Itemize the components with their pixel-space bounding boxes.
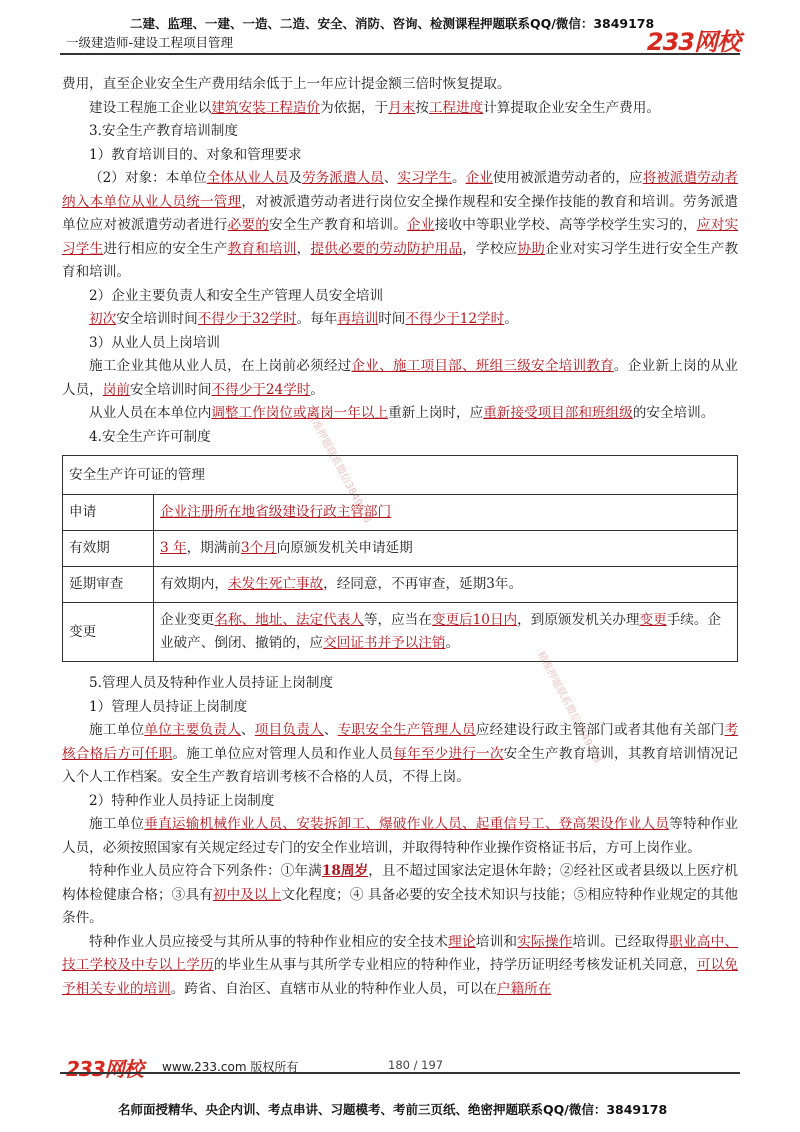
subsection-heading: 1）教育培训目的、对象和管理要求 <box>89 146 302 163</box>
subsection-heading: 3）从业人员上岗培训 <box>89 334 220 351</box>
header-promo: 二建、监理、一建、一造、二造、安全、消防、咨询、检测课程押题联系QQ/微信：3849178 <box>130 16 655 31</box>
watermark: 精准押题联系微信3849178 <box>534 649 603 766</box>
subsection-heading: 2）特种作业人员持证上岗制度 <box>89 792 275 809</box>
header-subtitle: 一级建造师-建设工程项目管理 <box>66 35 234 50</box>
table-value: 有效期内，未发生死亡事故，经同意，不再审查，延期3年。 <box>154 567 738 603</box>
document-body <box>62 73 738 1001</box>
paragraph: 特种作业人员应接受与其所从事的特种作业相应的安全技术理论培训和实际操作培训。已经取得职业高中、技工学校及中专以上学历的毕业生从事与其所学专业相应的特种作业，持学历证明经考核发证机关同意，可以免予相关专业的培训。跨省、自治区、直辖市从业的特种作业人员，可以在户籍所在 <box>62 933 739 997</box>
section-heading: 5.管理人员及特种作业人员持证上岗制度 <box>89 675 334 691</box>
paragraph: 施工企业其他从业人员，在上岗前必须经过企业、施工项目部、班组三级安全培训教育。企业新上岗的从业人员，岗前安全培训时间不得少于24学时。 <box>62 358 739 398</box>
section-heading: 4.安全生产许可制度 <box>89 428 211 445</box>
paragraph: 特种作业人员应符合下列条件：①年满18周岁，且不超过国家法定退休年龄；②经社区或者县级以上医疗机构体检健康合格；③具有初中及以上文化程度；④ 具备必要的安全技术知识与技能；⑤相应特种作业规定的其他条件。 <box>62 863 739 926</box>
table-key: 延期审查 <box>63 567 154 603</box>
footer-promo: 名师面授精华、央企内训、考点串讲、习题模考、考前三页纸、绝密押题联系QQ/微信：3849178 <box>118 1102 668 1117</box>
paragraph: 施工单位单位主要负责人、项目负责人、专职安全生产管理人员应经建设行政主管部门或者其他有关部门考核合格后方可任职。施工单位应对管理人员和作业人员每年至少进行一次安全生产教育培训，其教育培训情况记入个人工作档案。安全生产教育培训考核不合格的人员，不得上岗。 <box>62 722 739 785</box>
table-row <box>63 567 738 603</box>
table-row <box>63 603 738 662</box>
paragraph: 费用，直至企业安全生产费用结余低于上一年应计提金额三倍时恢复提取。 <box>62 76 511 92</box>
table-key: 变更 <box>63 603 154 662</box>
section-heading: 3.安全生产教育培训制度 <box>89 123 238 139</box>
footer-divider <box>60 1072 740 1074</box>
table-row <box>63 531 738 567</box>
paragraph: 从业人员在本单位内调整工作岗位或离岗一年以上重新上岗时，应重新接受项目部和班组级的安全培训。 <box>89 405 715 421</box>
page-number: 180 / 197 <box>388 1058 444 1072</box>
paragraph: 初次安全培训时间不得少于32学时。每年再培训时间不得少于12学时。 <box>89 311 518 327</box>
brand-logo: 233网校 <box>646 28 740 56</box>
table-key: 有效期 <box>63 531 154 567</box>
table-value: 3 年，期满前3个月向原颁发机关申请延期 <box>154 531 738 567</box>
footer-logo: 233网校 <box>66 1057 143 1081</box>
paragraph: 施工单位垂直运输机械作业人员、安装拆卸工、爆破作业人员、起重信号工、登高架设作业人员等特种作业人员，必须按照国家有关规定经过专门的安全作业培训，并取得特种作业操作资格证书后，方可上岗作业。 <box>62 816 739 856</box>
license-table <box>62 455 738 662</box>
subsection-heading: 1）管理人员持证上岗制度 <box>89 698 248 715</box>
table-row <box>63 495 738 531</box>
header-divider <box>60 53 740 55</box>
subsection-heading: 2）企业主要负责人和安全生产管理人员安全培训 <box>89 287 384 304</box>
table-value: 企业注册所在地省级建设行政主管部门 <box>154 495 738 531</box>
table-row <box>63 456 738 495</box>
table-value: 企业变更名称、地址、法定代表人等，应当在变更后10日内，到原颁发机关办理变更手续。企业破产、倒闭、撤销的，应交回证书并予以注销。 <box>154 603 738 662</box>
table-key: 申请 <box>63 495 154 531</box>
paragraph: （2）对象：本单位全体从业人员及劳务派遣人员、实习学生。企业使用被派遣劳动者的，应将被派遣劳动者纳入本单位从业人员统一管理，对被派遣劳动者进行岗位安全操作规程和安全操作技能的教育和培训。劳务派遣单位应对被派遣劳动者进行必要的安全生产教育和培训。企业接收中等职业学校、高等学校学生实习的，应对实习学生进行相应的安全生产教育和培训，提供必要的劳动防护用品，学校应协助企业对实习学生进行安全生产教育和培训。 <box>62 170 739 280</box>
table-title: 安全生产许可证的管理 <box>63 456 738 495</box>
footer-site: www.233.com 版权所有 <box>162 1060 299 1074</box>
paragraph: 建设工程施工企业以建筑安装工程造价为依据，于月末按工程进度计算提取企业安全生产费用。 <box>89 99 660 116</box>
watermark: 精准押题联系微信3849178 <box>304 409 373 526</box>
